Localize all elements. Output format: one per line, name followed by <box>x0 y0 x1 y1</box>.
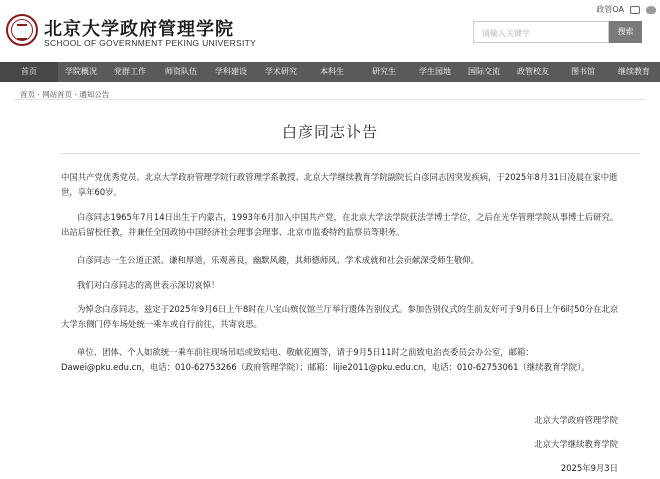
site-header <box>0 0 660 62</box>
article-title: 白彦同志讣告 <box>281 123 378 141</box>
signature-school-continuing: 北京大学继续教育学院 <box>534 439 618 449</box>
article-paragraph: 我们对白彦同志的离世表示深切哀悼！ <box>77 280 220 290</box>
nav-item-library[interactable]: 图书馆 <box>571 67 595 76</box>
title-divider <box>60 153 640 154</box>
oa-link[interactable]: 政管OA <box>596 5 624 14</box>
nav-item-continuing-ed[interactable]: 继续教育 <box>618 67 650 76</box>
nav-item-alumni[interactable]: 政管校友 <box>517 67 549 76</box>
nav-item-graduate[interactable]: 研究生 <box>372 67 396 76</box>
article-paragraph: 白彦同志1965年7月14日出生于内蒙古，1993年6月加入中国共产党，在北京大学法学院获法学博士学位，之后在光华管理学院从事博士后研究。出站后留校任教，并兼任全国政协中国经济社会理事会理事、北京市监委特约监察员等职务。 <box>61 212 619 238</box>
nav-item-students[interactable]: 学生园地 <box>419 67 451 76</box>
logo-title-en: SCHOOL OF GOVERNMENT PEKING UNIVERSITY <box>44 38 257 48</box>
signature-school-gov: 北京大学政府管理学院 <box>534 415 618 425</box>
nav-item-about[interactable]: 学院概况 <box>65 67 97 76</box>
article-paragraph: 单位、团体、个人如欲统一乘车前往现场吊唁或致唁电、敬献花圈等，请于9月5日11时之前致电治丧委员会办公室，邮箱：Dawei@pku.edu.cn，电话：010-62753266（政府管理学院）；邮箱：lijie2011@pku.edu.cn，电话：010-62753061（继续教育学院）。 <box>61 347 590 373</box>
nav-item-undergrad[interactable]: 本科生 <box>320 67 344 76</box>
search-button[interactable]: 搜索 <box>609 21 642 43</box>
breadcrumb[interactable]: 首页 · 网站首页 · 通知公告 <box>20 90 110 99</box>
nav-item-international[interactable]: 国际交流 <box>468 67 500 76</box>
nav-item-discipline[interactable]: 学科建设 <box>215 67 247 76</box>
logo-title-cn[interactable]: 北京大学政府管理学院 <box>44 19 234 40</box>
article-paragraph: 白彦同志一生公道正派、谦和厚道，乐观善良，幽默风趣，其师德师风、学术成就和社会贡献深受师生敬仰。 <box>77 255 479 265</box>
article-paragraph: 中国共产党优秀党员、北京大学政府管理学院行政管理学系教授、北京大学继续教育学院副院长白彦同志因突发疾病，于2025年8月31日凌晨在家中逝世，享年60岁。 <box>61 172 618 198</box>
pku-seal-logo[interactable] <box>6 14 38 46</box>
breadcrumb-divider <box>14 99 646 100</box>
nav-item-party[interactable]: 党群工作 <box>114 67 146 76</box>
nav-item-faculty[interactable]: 师资队伍 <box>165 67 197 76</box>
main-nav <box>0 62 660 82</box>
nav-item-research[interactable]: 学术研究 <box>265 67 297 76</box>
top-links <box>596 4 656 15</box>
weibo-icon[interactable] <box>646 6 656 14</box>
nav-item-home[interactable]: 首页 <box>0 62 58 82</box>
signature-date: 2025年9月3日 <box>560 463 618 473</box>
article-paragraph: 为悼念白彦同志，兹定于2025年9月6日上午8时在八宝山殡仪馆兰厅举行遗体告别仪式。参加告别仪式的生前友好可于9月6日上午6时50分在北京大学东侧门停车场处统一乘车或自行前往，共寄哀思。 <box>61 304 619 330</box>
wechat-icon[interactable] <box>630 6 640 14</box>
search-input[interactable]: 请输入关键字 <box>473 21 609 43</box>
